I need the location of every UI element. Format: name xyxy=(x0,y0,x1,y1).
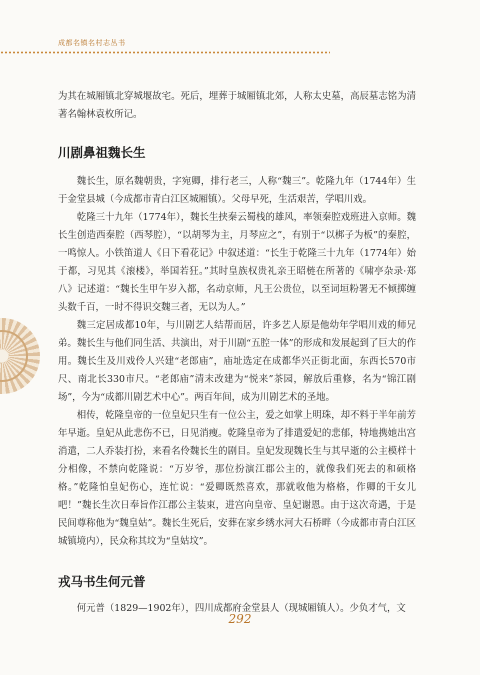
body-paragraph: 何元普（1829—1902年），四川成都府金堂县人（现城厢镇人）。少负才气，文 xyxy=(76,603,406,614)
body-paragraph: 魏长生，原名魏朝贵，字宛卿，排行老三，人称“魏三”。乾隆九年（1744年）生于金堂县城（今成都市青白江区城厢镇）。父母早死，生活艰苦，学唱川戏。 xyxy=(58,176,416,205)
body-paragraph: 乾隆三十九年（1774年），魏长生挟秦云蜀栈的雄风，率领秦腔戏班进入京师。魏长生创造西秦腔（西琴腔），“以胡琴为主，月琴应之”，有别于“以梆子为板”的秦腔，一鸣惊人。小铁笛道人《日下看花记》中叙述道：“长生于乾隆三十九年（1774年）始于都，习见其《滚楼》，举国若狂。”其时皇族权贵礼亲王昭梿在所著的《啸亭杂录·郑八》记述道：“魏长生甲午岁入都，名动京师，凡王公贵位，以至词垣粉署无不倾掷缠头数千百，一时不得识交魏三者，无以为人。” xyxy=(58,212,416,313)
series-header: 成都名镇名村志丛书 xyxy=(58,39,126,47)
header-dotted-rule xyxy=(0,51,330,54)
page-body xyxy=(58,88,416,618)
body-paragraph: 相传，乾隆皇帝的一位皇妃只生有一位公主，爱之如掌上明珠，却不料于半年前芳年早逝。皇妃从此悲伤不已，日见消瘦。乾隆皇帝为了排遣爱妃的悲郁，特地携她出宫消遣，二人乔装打扮，来看名伶魏长生的剧目。皇妃发现魏长生与其早逝的公主模样十分相像，不禁向乾隆说：“万岁爷，那位扮演江郡公主的，就像我们死去的和硕格格。”乾隆怕皇妃伤心，连忙说：“爱卿既然喜欢，那就收他为格格，作卿的干女儿吧！”魏长生次日奉旨作江郡公主装束，进宫向皇帝、皇妃谢恩。由于这次奇遇，于是民间尊称他为“魏皇姑”。魏长生死后，安葬在家乡绣水河大石桥畔（今成都市青白江区城镇境内），民众称其坟为“皇姑坟”。 xyxy=(58,410,416,547)
page-number: 292 xyxy=(228,612,252,626)
section-title-he-yuanpu: 戎马书生何元普 xyxy=(58,574,146,589)
body-paragraph: 魏三定居成都10年，与川剧艺人结帮而居，许多艺人原是他幼年学唱川戏的师兄弟。魏长生与他们同生活、共演出，对于川剧“五腔一体”的形成和发展起到了巨大的作用。魏长生及川戏伶人兴建“老郎庙”，庙址选定在成都华兴正街北面，东西长570市尺、南北长330市尺。“老郎庙”清末改建为“悦来”茶园，解放后重修，名为“锦江剧场”，今为“成都川剧艺术中心”。两百年间，成为川剧艺术的圣地。 xyxy=(58,320,416,403)
intro-paragraph: 为其在城厢镇北穿城堰故宅。死后，埋葬于城厢镇北郊，人称太史墓，高辰墓志铭为清著名翰林袁枚所记。 xyxy=(58,91,416,120)
section-title-wei-changsheng: 川剧鼻祖魏长生 xyxy=(58,145,146,160)
rosette-ornament xyxy=(0,318,40,394)
